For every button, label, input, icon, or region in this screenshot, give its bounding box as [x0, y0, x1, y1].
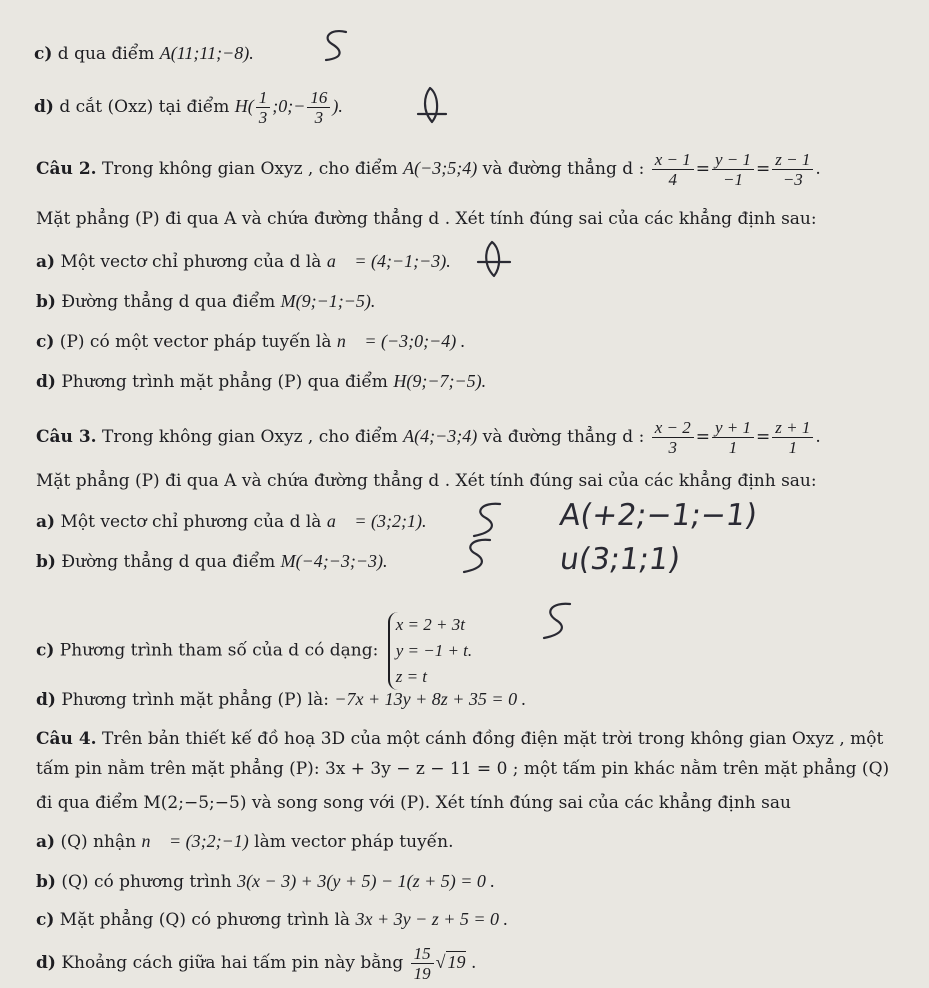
q2-plane-statement: Mặt phẳng (P) đi qua A và chứa đường thẳng d . Xét tính đúng sai của các khẳng định sau:	[36, 209, 817, 229]
q3-item-a: a) Một vectơ chỉ phương của d là a⃗ = (3;2;1).	[36, 511, 427, 532]
fraction: $\frac{z - 1}{-3}$	[772, 150, 813, 189]
fraction: $\frac{y - 1}{-1}$	[712, 150, 754, 189]
q4-line2: tấm pin nằm trên mặt phẳng (P): 3x + 3y − z − 11 = 0 ; một tấm pin khác nằm trên mặt phẳng (Q)	[36, 759, 890, 779]
handwritten-s-mark	[316, 28, 352, 64]
handwritten-s-mark	[466, 500, 506, 540]
fraction: $\frac{x - 2}{3}$	[652, 418, 694, 457]
q2-item-a: a) Một vectơ chỉ phương của d là a⃗ = (4;−1;−3).	[36, 251, 451, 272]
handwritten-point-note: A(+2;−1;−1)	[557, 498, 760, 533]
q2-item-c: c) (P) có một vector pháp tuyến là n⃗ = (−3;0;−4) .	[36, 331, 466, 352]
q3-item-c: c) Phương trình tham số của d có dạng: x = 2 + 3t y = −1 + t. z = t	[36, 612, 472, 690]
fraction: $\frac{1}{3}$	[256, 88, 271, 127]
q4-item-a: a) (Q) nhận n⃗ = (3;2;−1) làm vector pháp tuyến.	[36, 831, 454, 852]
q4-item-c: c) Mặt phẳng (Q) có phương trình là 3x + 3y − z + 5 = 0 .	[36, 909, 509, 930]
handwritten-vector-note: u(3;1;1)	[557, 542, 683, 577]
q3-plane-statement: Mặt phẳng (P) đi qua A và chứa đường thẳng d . Xét tính đúng sai của các khẳng định sau:	[36, 471, 817, 491]
fraction: $\frac{15}{19}$	[411, 944, 434, 983]
handwritten-d-mark	[476, 238, 516, 282]
item-d-top: d) d cắt (Oxz) tại điểm H( $\frac{1}{3}$ ;0;− $\frac{16}{3}$ ).	[34, 88, 343, 127]
handwritten-s-mark	[536, 600, 576, 644]
q4-item-d: d) Khoảng cách giữa hai tấm pin này bằng $\frac{15}{19}$ √ 19 .	[36, 944, 477, 983]
q3-header: Câu 3. Trong không gian Oxyz , cho điểm A(4;−3;4) và đường thẳng d : $\frac{x - 2}{3}$ = $\frac{y + 1}{1}$ = $\frac{z + 1}{1}$ .	[36, 418, 821, 457]
parametric-system: x = 2 + 3t y = −1 + t. z = t	[388, 612, 472, 690]
item-c-top: c) d qua điểm A(11;11;−8).	[34, 43, 254, 64]
q2-header: Câu 2. Trong không gian Oxyz , cho điểm A(−3;5;4) và đường thẳng d : $\frac{x - 1}{4}$ = $\frac{y - 1}{-1}$ = $\frac{z - 1}{-3}$ .	[36, 150, 821, 189]
fraction: $\frac{16}{3}$	[307, 88, 330, 127]
q2-item-b: b) Đường thẳng d qua điểm M(9;−1;−5).	[36, 291, 376, 312]
fraction: $\frac{x - 1}{4}$	[652, 150, 694, 189]
handwritten-s-mark	[456, 536, 496, 576]
q3-item-b: b) Đường thẳng d qua điểm M(−4;−3;−3).	[36, 551, 388, 572]
q4-line3: đi qua điểm M(2;−5;−5) và song song với (P). Xét tính đúng sai của các khẳng định sau	[36, 793, 791, 813]
q2-item-d: d) Phương trình mặt phẳng (P) qua điểm H(9;−7;−5).	[36, 371, 487, 392]
handwritten-d-mark	[416, 82, 456, 132]
fraction: $\frac{y + 1}{1}$	[712, 418, 754, 457]
fraction: $\frac{z + 1}{1}$	[772, 418, 813, 457]
q3-item-d: d) Phương trình mặt phẳng (P) là: −7x + 13y + 8z + 35 = 0 .	[36, 689, 527, 710]
q4-line1: Câu 4. Trên bản thiết kế đồ hoạ 3D của một cánh đồng điện mặt trời trong không gian Oxyz , một	[36, 729, 884, 749]
q4-item-b: b) (Q) có phương trình 3(x − 3) + 3(y + 5) − 1(z + 5) = 0 .	[36, 871, 495, 892]
